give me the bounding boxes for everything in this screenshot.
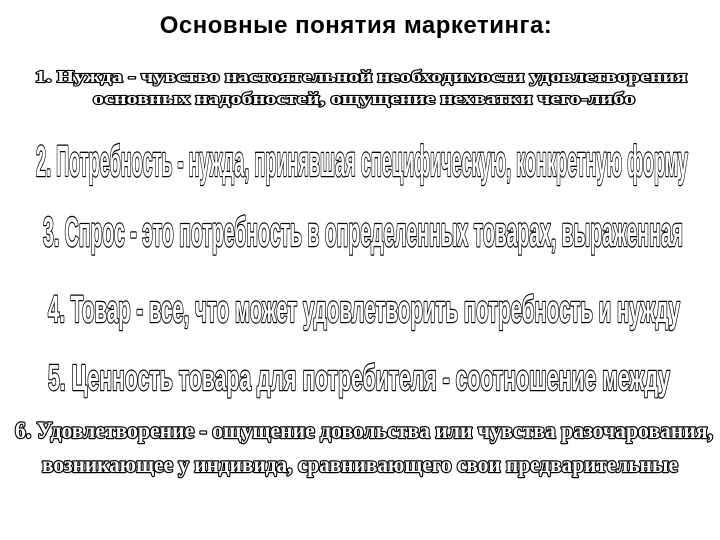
concept-item-6-line-1	[0, 412, 720, 446]
svg-text:1. Нужда - чувство настоятельн: 1. Нужда - чувство настоятельной необходимости удовлетворения	[35, 67, 687, 86]
svg-text:основных надобностей, ощущение: основных надобностей, ощущение нехватки чего-либо	[93, 89, 635, 108]
concept-item-1-line-2	[0, 84, 720, 110]
concept-item-6-line-2	[0, 446, 720, 480]
svg-text:5. Ценность товара для потреби: 5. Ценность товара для потребителя - соотношение между	[48, 357, 670, 398]
svg-text:возникающее у индивида, сравни: возникающее у индивида, сравнивающего свои предварительные	[42, 452, 678, 477]
svg-text:3. Спрос - это потребность в о: 3. Спрос - это потребность в определенных товарах, выраженная	[43, 208, 683, 255]
svg-text:4. Товар - все, что может удов: 4. Товар - все, что может удовлетворить потребность и нужду	[48, 289, 680, 331]
concept-item-3	[0, 198, 720, 260]
page-title: Основные понятия маркетинга:	[159, 12, 553, 39]
concept-item-2	[0, 126, 720, 188]
concept-item-5	[0, 350, 720, 402]
concept-item-4	[0, 280, 720, 336]
svg-text:2. Потребность - нужда, приняв: 2. Потребность - нужда, принявшая специфическую, конкретную форму	[36, 137, 689, 186]
svg-text:6. Удовлетворение - ощущение д: 6. Удовлетворение - ощущение довольства или чувства разочарования,	[15, 418, 713, 443]
